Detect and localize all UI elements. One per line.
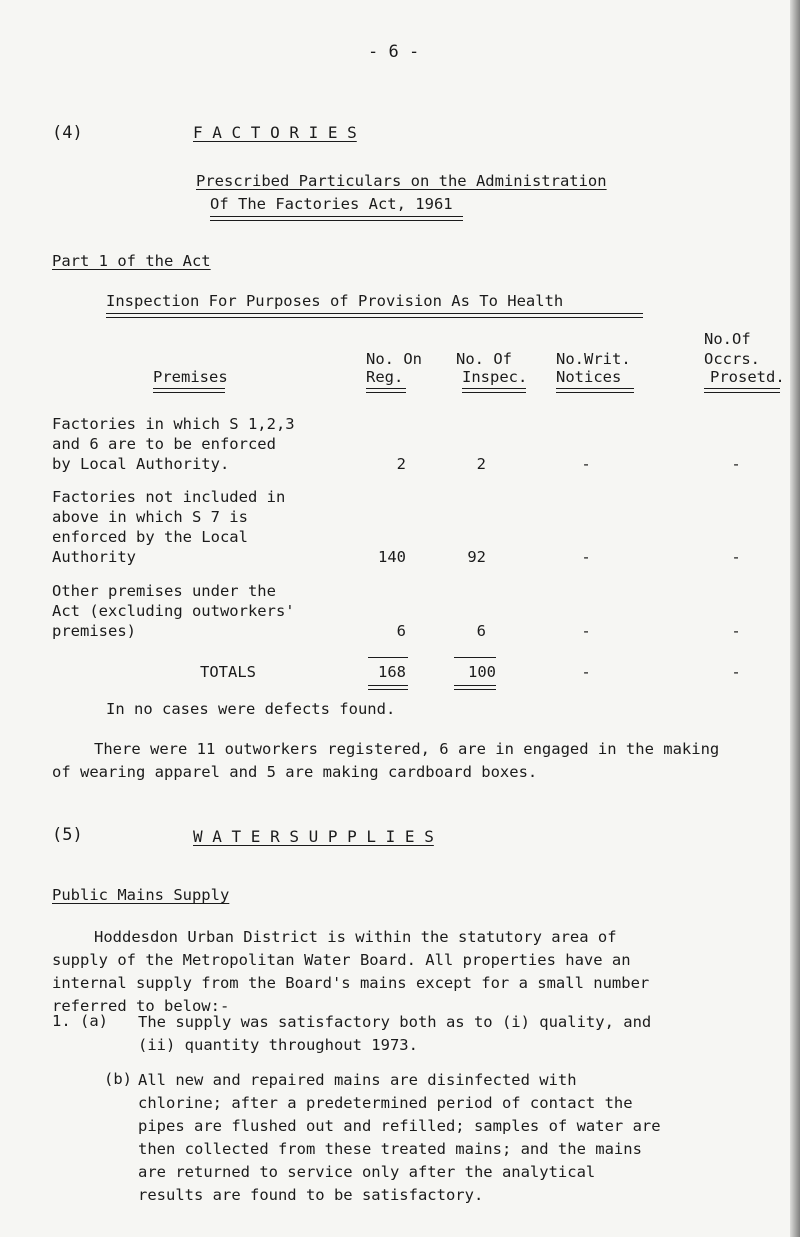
- section-number: (4): [52, 123, 83, 143]
- row-reg-value: 140: [378, 548, 406, 566]
- row-label-line: Factories not included in: [52, 488, 286, 506]
- header-inspec-1: No. Of: [456, 350, 512, 368]
- totals-bottom-rule-inspec: [454, 685, 496, 690]
- row-label-line: Factories in which S 1,2,3: [52, 415, 295, 433]
- header-rule-inspec: [462, 388, 526, 393]
- header-rule-reg: [366, 388, 406, 393]
- part-heading: Part 1 of the Act: [52, 252, 211, 270]
- page-edge-shadow: [790, 0, 800, 1237]
- totals-notices-value: -: [581, 663, 591, 681]
- row-notices-value: -: [581, 622, 591, 640]
- page-number: - 6 -: [368, 42, 420, 62]
- row-inspec-value: 6: [476, 622, 486, 640]
- header-rule-premises: [153, 388, 225, 393]
- row-label-line: and 6 are to be enforced: [52, 435, 276, 453]
- header-occrs-3: Prosetd.: [710, 368, 785, 386]
- totals-top-rule-inspec: [454, 657, 496, 658]
- list-item-text: The supply was satisfactory both as to (i) quality, and (ii) quantity throughout 1973.: [138, 1013, 652, 1054]
- row-label-line: Authority: [52, 548, 136, 566]
- row-label-line: Other premises under the: [52, 582, 276, 600]
- row-label-line: premises): [52, 622, 136, 640]
- outworkers-paragraph: There were 11 outworkers registered, 6 are in engaged in the making of wearing apparel and 5 are making cardboard boxes.: [52, 740, 720, 781]
- header-rule-writ: [556, 388, 634, 393]
- header-occrs-1: No.Of: [704, 330, 751, 348]
- header-rule-occrs: [704, 388, 780, 393]
- section-number: (5): [52, 825, 83, 845]
- subtitle-line1: Prescribed Particulars on the Administration: [196, 172, 607, 190]
- list-item-number: 1. (a): [52, 1012, 108, 1030]
- mains-heading: Public Mains Supply: [52, 886, 230, 904]
- row-reg-value: 2: [396, 455, 406, 473]
- row-notices-value: -: [581, 455, 591, 473]
- totals-inspec-value: 100: [468, 663, 496, 681]
- header-reg-2: Reg.: [366, 368, 404, 386]
- row-label-line: by Local Authority.: [52, 455, 230, 473]
- header-inspec-2: Inspec.: [462, 368, 528, 386]
- no-defects-text: In no cases were defects found.: [106, 700, 396, 718]
- row-inspec-value: 2: [476, 455, 486, 473]
- row-inspec-value: 92: [467, 548, 486, 566]
- row-prosetd-value: -: [731, 548, 741, 566]
- header-occrs-2: Occrs.: [704, 350, 760, 368]
- totals-prosetd-value: -: [731, 663, 741, 681]
- header-writ-1: No.Writ.: [556, 350, 631, 368]
- subtitle-line2: Of The Factories Act, 1961: [210, 195, 453, 213]
- water-intro-paragraph: Hoddesdon Urban District is within the statutory area of supply of the Metropolitan Water Board. All properties have an internal supply from the Board's mains except for a small number referred to below:-: [52, 928, 650, 1015]
- list-item-text: All new and repaired mains are disinfected with chlorine; after a predetermined period of contact the pipes are flushed out and refilled; samples of water are then collected from these treated mains; and the mains are returned to service only after the analytical results are found to be satisfactory.: [138, 1071, 661, 1204]
- row-label-line: enforced by the Local: [52, 528, 248, 546]
- totals-label: TOTALS: [200, 663, 256, 681]
- inspection-heading: Inspection For Purposes of Provision As To Health: [106, 292, 564, 310]
- totals-reg-value: 168: [378, 663, 406, 681]
- inspection-double-rule: [106, 313, 643, 318]
- list-item-number: (b): [104, 1070, 132, 1088]
- header-writ-2: Notices: [556, 368, 622, 386]
- section-title: F A C T O R I E S: [193, 123, 357, 142]
- totals-top-rule-reg: [368, 657, 408, 658]
- header-premises: Premises: [153, 368, 228, 386]
- totals-bottom-rule-reg: [368, 685, 408, 690]
- row-prosetd-value: -: [731, 455, 741, 473]
- header-reg-1: No. On: [366, 350, 422, 368]
- row-label-line: Act (excluding outworkers': [52, 602, 295, 620]
- subtitle-double-rule: [210, 216, 463, 221]
- row-prosetd-value: -: [731, 622, 741, 640]
- section-title: W A T E R S U P P L I E S: [193, 827, 434, 846]
- row-notices-value: -: [581, 548, 591, 566]
- row-label-line: above in which S 7 is: [52, 508, 248, 526]
- row-reg-value: 6: [396, 622, 406, 640]
